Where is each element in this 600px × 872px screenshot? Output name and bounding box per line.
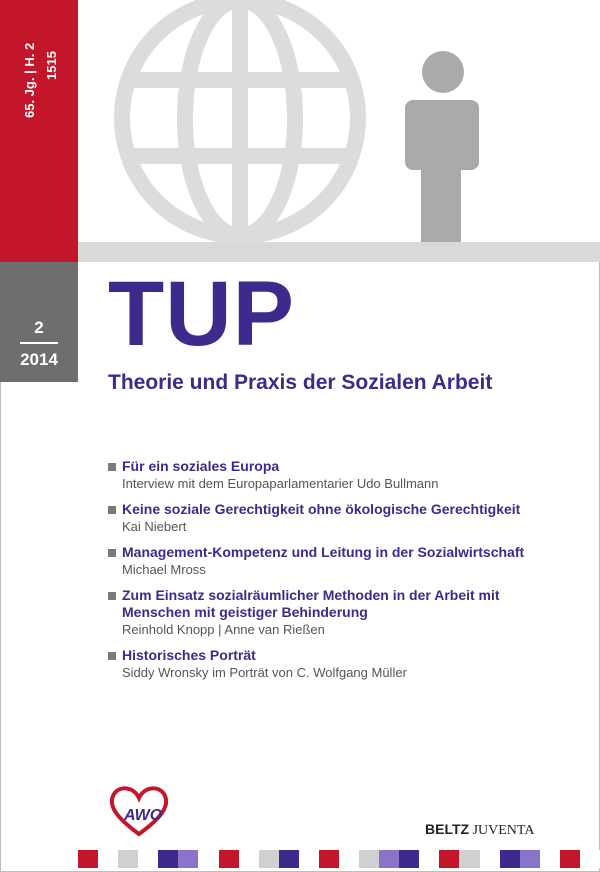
journal-subtitle: Theorie und Praxis der Sozialen Arbeit bbox=[108, 371, 493, 394]
toc-item bbox=[108, 647, 568, 681]
bullet-icon bbox=[108, 463, 116, 471]
color-stripes bbox=[78, 850, 600, 868]
toc-author: Interview mit dem Europaparlamentarier Udo Bullmann bbox=[122, 476, 439, 491]
issue-year: 2014 bbox=[20, 350, 58, 369]
cover-illustration bbox=[0, 0, 600, 262]
toc-item bbox=[108, 501, 568, 535]
issue-box bbox=[0, 262, 78, 382]
bullet-icon bbox=[108, 549, 116, 557]
person-icon bbox=[405, 51, 479, 242]
volume-strip bbox=[0, 0, 78, 262]
publisher-bold: BELTZ bbox=[425, 821, 470, 837]
toc-item bbox=[108, 587, 568, 638]
awo-text: AWO bbox=[124, 807, 163, 824]
journal-title: TUP bbox=[108, 263, 295, 365]
toc-author: Kai Niebert bbox=[122, 519, 187, 534]
bullet-icon bbox=[108, 652, 116, 660]
toc-author: Siddy Wronsky im Porträt von C. Wolfgang Müller bbox=[122, 665, 407, 680]
issue-divider bbox=[20, 342, 58, 344]
toc-title: Historisches Porträt bbox=[122, 647, 256, 663]
volume-label: 65. Jg. | H. 2 bbox=[22, 42, 37, 118]
toc-item bbox=[108, 544, 568, 578]
gray-band bbox=[78, 242, 600, 262]
issue-number: 2 bbox=[34, 318, 44, 337]
toc-title: Management-Kompetenz und Leitung in der Sozialwirtschaft bbox=[122, 544, 525, 560]
toc-title: Zum Einsatz sozialräumlicher Methoden in der Arbeit mit Menschen mit geistiger Behinderung bbox=[122, 587, 500, 620]
awo-logo bbox=[104, 782, 174, 842]
publisher-logo bbox=[425, 821, 534, 839]
table-of-contents bbox=[108, 458, 568, 690]
toc-title: Für ein soziales Europa bbox=[122, 458, 280, 474]
toc-title: Keine soziale Gerechtigkeit ohne ökologische Gerechtigkeit bbox=[122, 501, 521, 517]
toc-author: Michael Mross bbox=[122, 562, 206, 577]
toc-item bbox=[108, 458, 568, 492]
globe-person-illustration bbox=[0, 0, 600, 262]
code-label: 1515 bbox=[44, 51, 59, 80]
toc-author: Reinhold Knopp | Anne van Rießen bbox=[122, 622, 325, 637]
bullet-icon bbox=[108, 592, 116, 600]
publisher-name: JUVENTA bbox=[472, 823, 535, 838]
bullet-icon bbox=[108, 506, 116, 514]
